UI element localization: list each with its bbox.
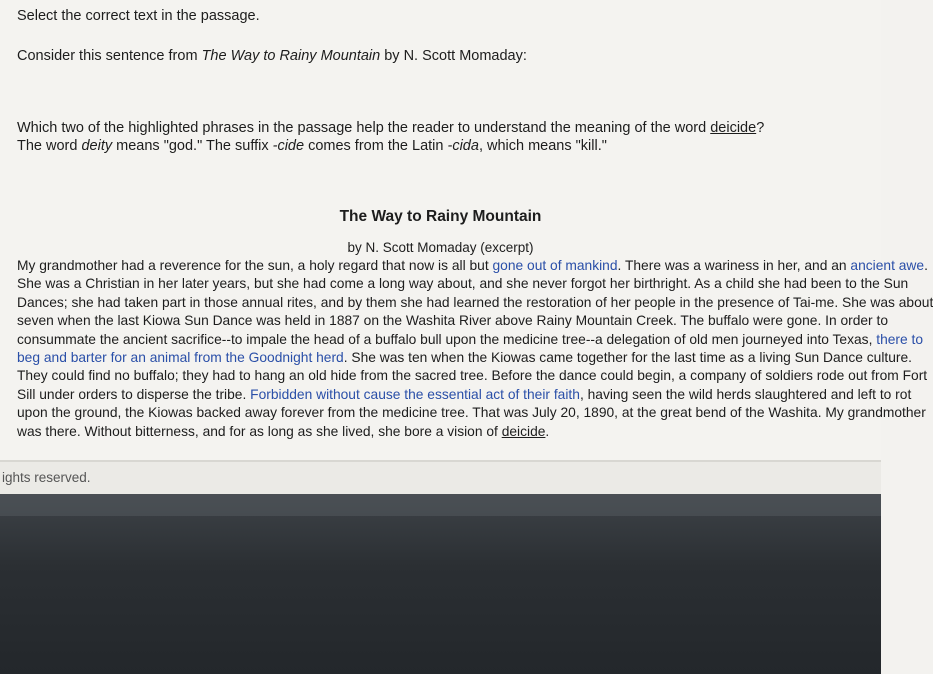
passage-line — [17, 257, 928, 275]
highlighted-phrase-3-start[interactable]: there to — [876, 331, 924, 347]
highlighted-phrase-1[interactable]: gone out of mankind — [492, 258, 618, 273]
hint-text-c: comes from the Latin — [304, 138, 448, 154]
passage-line: She was a Christian in her later years, but she had come a long way about, and she never forgot her birthright. As a child she had been to the Sun — [17, 276, 909, 292]
passage-line — [17, 349, 913, 367]
target-word: deicide — [710, 120, 757, 136]
prompt-prefix: Which two of the highlighted phrases in the passage help the reader to understand the meaning of the word — [17, 120, 711, 136]
passage-text: Sill under orders to disperse the tribe. — [17, 386, 251, 402]
passage-line — [17, 423, 877, 441]
dark-background-area — [0, 494, 881, 674]
consider-sentence — [17, 48, 527, 64]
passage-text: . She was ten when the Kiowas came together for the last time as a living Sun Dance culture. — [343, 350, 913, 366]
consider-prefix: Consider this sentence from — [17, 48, 202, 64]
passage-text: . There was a wariness in her, and an — [617, 258, 851, 273]
footer-bar — [0, 460, 881, 496]
passage-text: . — [924, 258, 928, 273]
hint-text-a: The word — [17, 138, 82, 154]
highlighted-phrase-4[interactable]: Forbidden without cause the essential act of their faith — [250, 386, 580, 402]
highlighted-phrase-2[interactable]: ancient awe — [850, 258, 925, 273]
consider-suffix: by N. Scott Momaday: — [380, 48, 527, 64]
hint-word-deity: deity — [81, 138, 113, 154]
question-prompt — [17, 120, 764, 136]
prompt-suffix: ? — [756, 120, 765, 136]
passage-line: They could find no buffalo; they had to hang an old hide from the sacred tree. Before the dance could begin, a company of soldiers rode out from Fort — [17, 368, 928, 384]
passage-line: seven when the last Kiowa Sun Dance was held in 1887 on the Washita River above Rainy Mountain Creek. The buffalo were gone. In order to — [17, 313, 888, 329]
hint-text-d: , which means "kill." — [478, 138, 607, 154]
passage-text: consummate the ancient sacrifice--to impale the head of a buffalo bull upon the medicine tree--a delegation of old men journeyed into Texas, — [17, 331, 877, 347]
passage-line — [17, 386, 912, 404]
passage-text: was there. Without bitterness, and for as long as she lived, she bore a vision of — [17, 423, 502, 439]
passage-word-deicide: deicide — [501, 423, 546, 439]
dark-band — [0, 494, 881, 516]
hint-suffix-cide: -cide — [272, 138, 305, 154]
instruction-text: Select the correct text in the passage. — [17, 8, 260, 24]
passage-line — [17, 331, 924, 349]
highlighted-phrase-3[interactable]: beg and barter for an animal from the Goodnight herd — [17, 350, 344, 366]
passage-text: . — [545, 423, 550, 439]
rights-text: ights reserved. — [2, 470, 91, 485]
passage-body — [17, 257, 933, 441]
passage-byline: by N. Scott Momaday (excerpt) — [347, 240, 534, 255]
passage-line: Dances; she had taken part in those annual rites, and by them she had learned the restoration of her people in the presence of Tai-me. She was about — [17, 294, 933, 310]
passage-text: My grandmother had a reverence for the sun, a holy regard that now is all but — [17, 258, 493, 273]
passage-line: upon the ground, the Kiowas backed away forever from the medicine tree. That was July 20, 1890, at the great bend of the Washita. My grandmother — [17, 405, 926, 421]
hint-latin-cida: -cida — [447, 138, 479, 154]
word-hint — [17, 138, 607, 154]
passage-text: , having seen the wild herds slaughtered and left to rot — [579, 386, 912, 402]
passage-title: The Way to Rainy Mountain — [339, 208, 542, 225]
work-title: The Way to Rainy Mountain — [201, 48, 381, 64]
hint-text-b: means "god." The suffix — [112, 138, 273, 154]
